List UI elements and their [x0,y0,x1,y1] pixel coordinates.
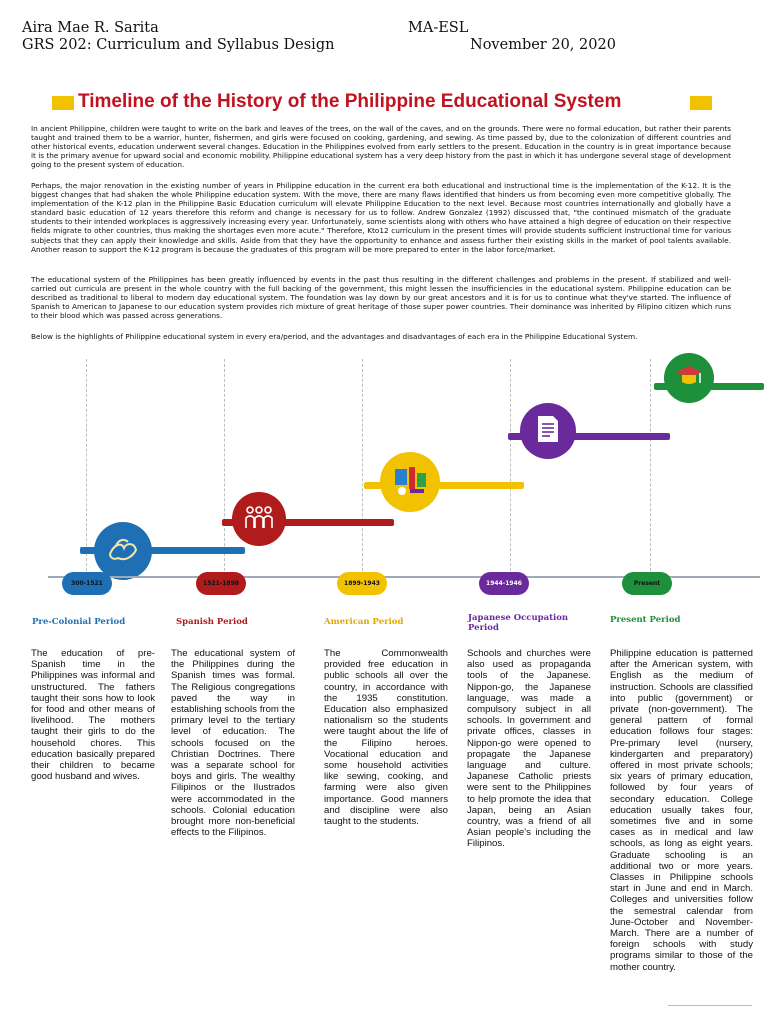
course-name: GRS 202: Curriculum and Syllabus Design [22,37,335,53]
era-date-american [337,572,387,595]
intro-paragraph-2: Perhaps, the major renovation in the existing number of years in Philippine education in the current era both educational and instructional time is the implementation of the K-12. It is the biggest changes that had shaken the whole Philippine education system. With the move, there are many flaws identified that hinders us from becoming even more competitive globally. The implementation of the K-12 plan in the Philippine Basic Education curriculum will elevate Philippine Education to the next level. Because most countries internationally and globally have a standard basic education of 12 years therefore this reform and change is necessary for us to follow. Andrew Gonzalez (1992) discussed that, "the continued mismatch of the graduate students to their intended workplaces is aggressively increasing every year. Unfortunately, some scientists along with others who have attained a high degree of education on their respective fields migrate to other countries, thus making the shortages even more acute." Therefore, Kto12 curriculum in the present times will provide students sufficient instructional time for various subjects that they can apply their knowledge and skills. Aside from that they have the opportunity to enhance and assess further their existing skills in the market of pool talents available. Another reason to support the K-12 program is because the graduates of this program will be more prepared to enter in the labor force/market. [31,181,731,254]
era-circle-spanish [232,492,286,546]
title-square-right [690,96,712,110]
era-date-spanish [196,572,246,595]
document-date: November 20, 2020 [470,37,616,53]
era-circle-japanese [520,403,576,459]
title-bar [52,93,716,115]
era-circle-american [380,452,440,512]
people-icon [242,504,276,534]
hands-icon [106,534,140,568]
program-name: MA-ESL [408,20,469,36]
era-title-spanish: Spanish Period [176,617,248,627]
page-title: Timeline of the History of the Philippine Educational System [78,91,622,112]
era-text-present: Philippine education is patterned after the American system, with English as the medium of instruction. Schools are classified into public (government) or private (non-government). The general pattern of formal education follows four stages: Pre-primary level (nursery, kindergarten and preparatory) offered in most private schools; six years of primary education, followed by four years of secondary education. College education usually takes four, sometimes five and in some cases as in medical and law schools, as long as eight years. Graduate schooling is an additional two or more years. Classes in Philippine schools start in June and end in March. Colleges and universities follow the semestral calendar from June-October and November-March. There are a number of foreign schools with study programs similar to those of the mother country. [610,648,753,973]
era-date-label: Present [633,580,661,587]
era-date-japanese [479,572,529,595]
era-text-japanese: Schools and churches were also used as propaganda tools of the Japanese. Nippon-go, the Japanese language, was made a compulsory subject in all schools. In government and private offices, classes in Nippon-go were opened to propagate the Japanese language and culture. Japanese Catholic priests were sent to the Philippines to help promote the idea that Japan, being an Asian country, was a friend of all Asian people's including the Filipinos. [467,648,591,850]
author-name: Aira Mae R. Sarita [22,20,159,36]
timeline-guide [650,359,651,576]
timeline-guide [510,359,511,576]
era-text-pre-colonial: The education of pre-Spanish time in the Philippines was informal and unstructured. The fathers taught their sons how to look for food and other means of livelihood. The mothers taught their girls to do the household chores. This education basically prepared their children to became good husband and wives. [31,648,155,783]
intro-paragraph-3: The educational system of the Philippines has been greatly influenced by events in the past thus resulting in the different challenges and problems in the present. If stabilized and well-carried out curricula are present in the whole country with the full backing of the government, this might lessen the insufficiencies in the educational system. Philippine education can be described as traditional to liberal to modern day educational system. The foundation was lay down by our great ancestors and it is for us to continue what they've started. The influence of Spanish to American to Japanese to our education system provides rich mixture of great heritage of those super power countries. Their dominance was inherited by Filipino citizen which runs to their blood which was passed across generations. [31,275,731,321]
era-title-present: Present Period [610,615,681,625]
era-text-american: The Commonwealth provided free education in public schools all over the country, in accordance with the 1935 constitution. Education also emphasized nationalism so the students were taught about the life of the Filipino heroes. Vocational education and some household activities like sewing, cooking, and farming were also given importance. Good manners and discipline were also taught to the students. [324,648,448,828]
intro-paragraph-4: Below is the highlights of Philippine educational system in every era/period, and the advantages and disadvantages of each era in the Philippine Educational System. [31,332,638,341]
document-icon [535,414,561,448]
era-date-label: 1899-1943 [344,580,380,587]
timeline-guide [86,359,87,576]
footer-rule [668,1005,752,1006]
era-date-pre-colonial [62,572,112,595]
era-circle-present [664,353,714,403]
timeline-guide [362,359,363,576]
era-date-present [622,572,672,595]
timeline [0,345,768,640]
timeline-guide [224,359,225,576]
era-date-label: 1521-1898 [203,580,239,587]
title-square-left [52,96,74,110]
era-title-pre-colonial: Pre-Colonial Period [32,617,126,627]
era-title-american: American Period [324,617,404,627]
era-text-spanish: The educational system of the Philippines during the Spanish times was formal. The Religious congregations paved the way in establishing schools from the primary level to the tertiary level of education. The schools focused on the Christian Doctrines. There was a separate school for boys and girls. The wealthy Filipinos or the Ilustrados were accommodated in the schools. Colonial education brought more non-beneficial effects to the Filipinos. [171,648,295,839]
intro-paragraph-1: In ancient Philippine, children were taught to write on the bark and leaves of the trees, on the wall of the caves, and on the grounds. There were no formal education, but rather their parents taught and trained them to be a warrior, hunter, fishermen, and girls were focused on cooking, gardening, and sewing. As time passed by, due to the colonization of different countries and other historical events, education underwent several changes. Education in the Philippines evolved from early settlers to the present. Education in the country is in great importance because it is the primary avenue for upward social and economic mobility. Philippine educational system has a very deep history from the past in which it has undergone several stage of development going to the present system of education. [31,124,731,170]
era-date-label: 1944-1946 [486,580,522,587]
era-title-japanese: Japanese Occupation Period [468,613,569,633]
era-date-label: 300-1521 [71,580,103,587]
school-supplies-icon [390,463,430,501]
graduation-icon [674,363,704,393]
